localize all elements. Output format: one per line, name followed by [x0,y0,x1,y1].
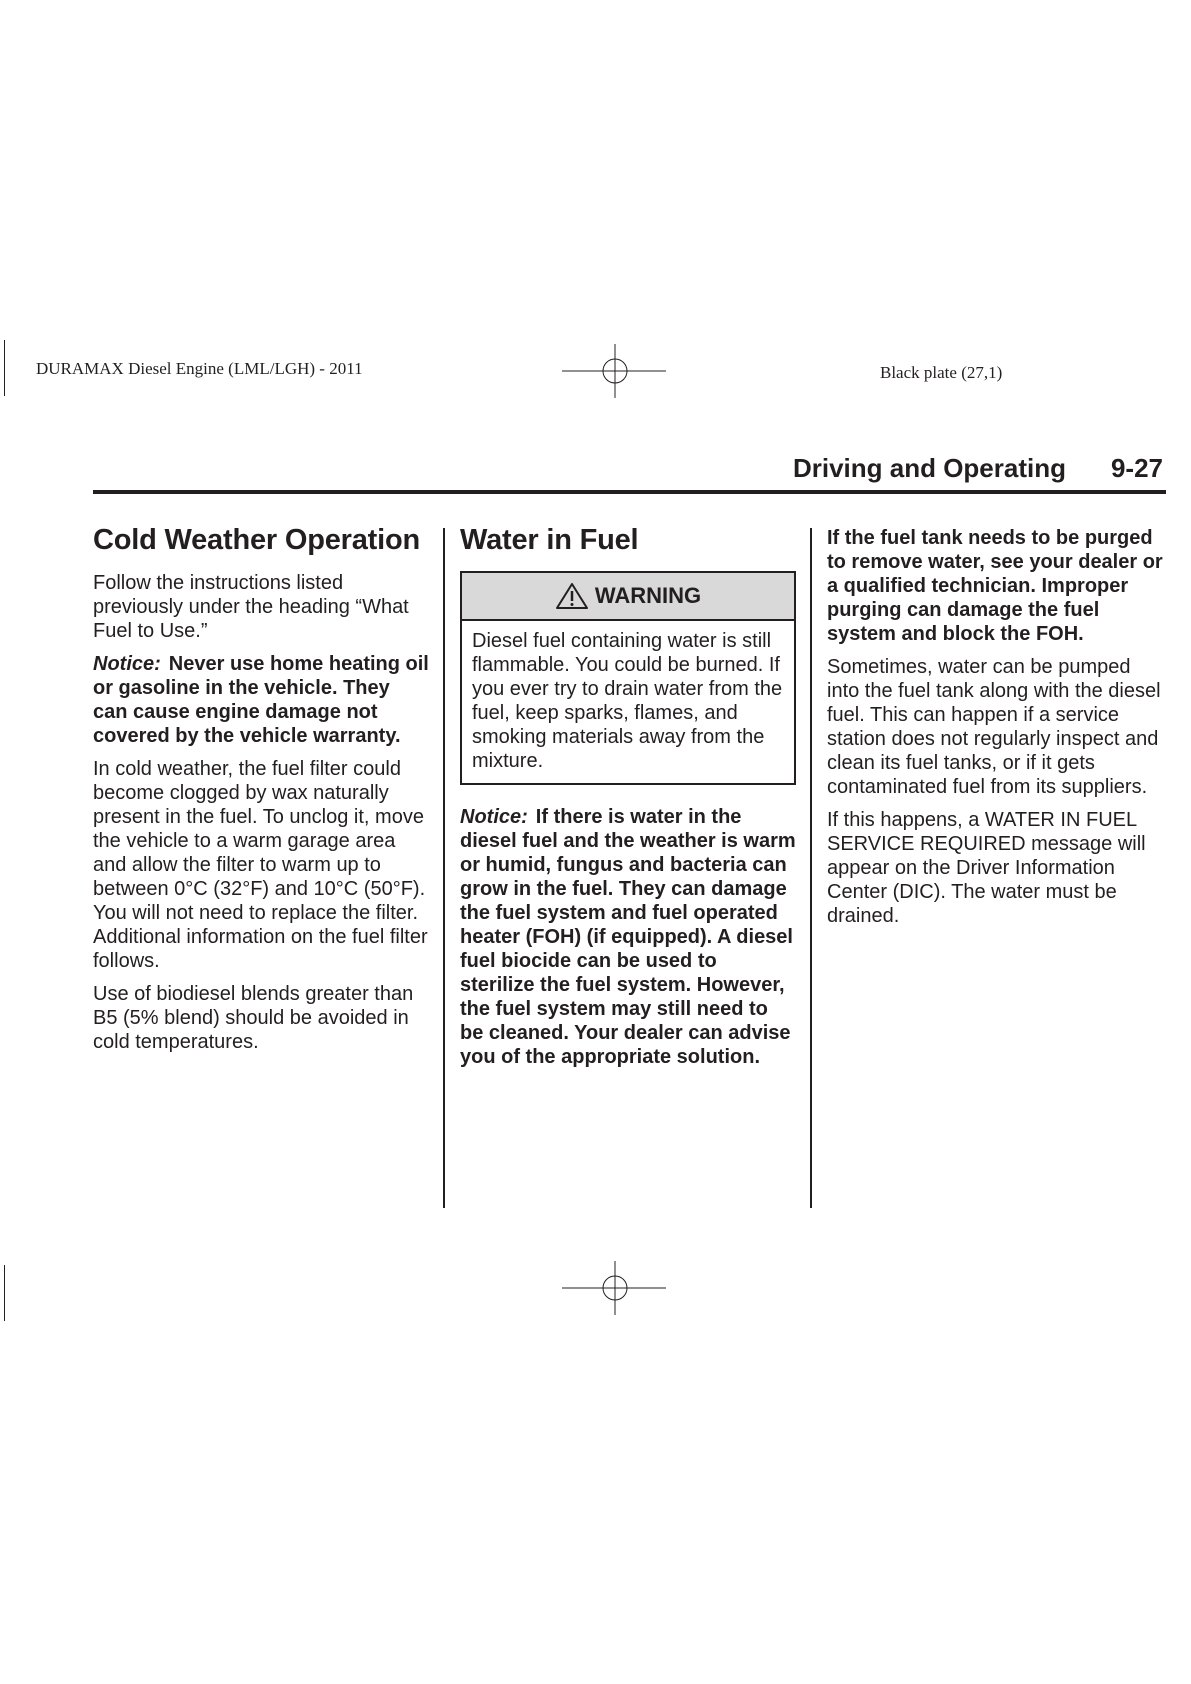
notice-text: Never use home heating oil or gasoline in the vehicle. They can cause engine damage not covered by the vehicle warranty. [93,653,429,747]
warning-box [460,571,796,785]
notice-paragraph [93,652,429,748]
page-number: 9-27 [1110,453,1163,483]
paragraph: In cold weather, the fuel filter could become clogged by wax naturally present in the fuel. To unclog it, move the vehicle to a warm garage area and allow the filter to warm up to between 0°C (32°F) and 10°C (50°F). You will not need to replace the filter. Additional information on the fuel filter follows. [93,758,428,972]
bold-paragraph: If the fuel tank needs to be purged to remove water, see your dealer or a qualified technician. Improper purging can damage the fuel system and block the FOH. [827,527,1163,645]
heading-water-in-fuel: Water in Fuel [460,524,639,556]
paragraph: If this happens, a WATER IN FUEL SERVICE REQUIRED message will appear on the Driver Information Center (DIC). The water must be drained. [827,809,1146,927]
notice-label: Notice: [93,653,161,675]
registration-mark-bottom-icon [560,1261,670,1315]
print-header-right: Black plate (27,1) [880,363,1003,382]
warning-text: Diesel fuel containing water is still flammable. You could be burned. If you ever try to drain water from the fuel, keep sparks, flames, and smoking materials away from the mixture. [472,630,783,772]
column-divider-1 [443,528,445,1208]
print-header-left: DURAMAX Diesel Engine (LML/LGH) - 2011 [36,359,363,378]
column-water-in-fuel [460,520,796,1078]
warning-header [462,573,794,621]
crop-mark-bottom-left [4,1265,5,1321]
registration-mark-top-icon [560,344,670,398]
column-cold-weather [93,520,429,1063]
section-title: Driving and Operating [792,453,1066,483]
column-divider-2 [810,528,812,1208]
paragraph: Follow the instructions listed previously under the heading “What Fuel to Use.” [93,572,409,642]
header-rule [93,490,1166,494]
crop-mark-top-left [4,340,5,396]
paragraph: Use of biodiesel blends greater than B5 (5% blend) should be avoided in cold temperatures. [93,983,414,1053]
notice-paragraph [460,805,796,1069]
running-header [93,453,1165,491]
notice-label: Notice: [460,806,528,828]
warning-title: WARNING [594,583,702,608]
column-continued [827,526,1165,937]
heading-cold-weather: Cold Weather Operation [93,524,420,556]
warning-triangle-icon [555,582,589,610]
paragraph: Sometimes, water can be pumped into the fuel tank along with the diesel fuel. This can happen if a service station does not regularly inspect and clean its fuel tanks, or if it gets contaminated fuel from its suppliers. [827,656,1161,798]
notice-text: If there is water in the diesel fuel and the weather is warm or humid, fungus and bacteria can grow in the fuel. They can damage the fuel system and fuel operated heater (FOH) (if equipped). A diesel fuel biocide can be used to sterilize the fuel system. However, the fuel system may still need to be cleaned. Your dealer can advise you of the appropriate solution. [460,806,796,1068]
